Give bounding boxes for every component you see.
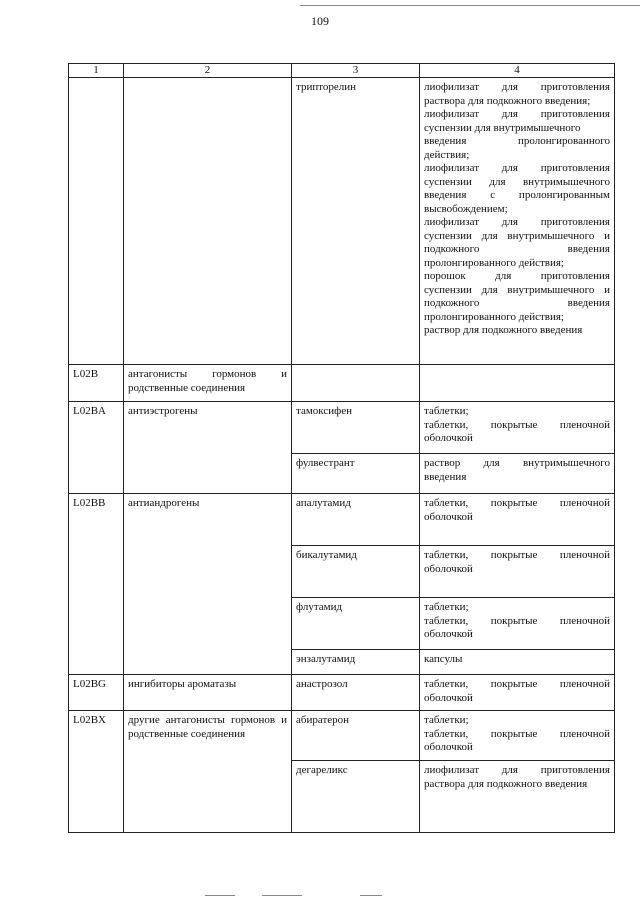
header-col-3: 3 — [292, 64, 420, 78]
header-col-1: 1 — [69, 64, 124, 78]
top-scan-rule — [300, 5, 640, 6]
dosage-form-line: оболочкой — [424, 691, 473, 704]
drug-name-cell — [292, 598, 420, 650]
drug-name: апалутамид — [296, 497, 351, 509]
page-number: 109 — [311, 14, 329, 28]
atc-code: L02BA — [73, 405, 106, 417]
dosage-form-line: лиофилизат для приготовления — [424, 216, 610, 228]
table-row — [69, 675, 615, 711]
dosage-form-line: раствор для внутримышечного — [424, 457, 610, 469]
atc-code-cell — [69, 365, 124, 402]
atc-code-cell — [69, 711, 124, 833]
drug-name-cell — [292, 675, 420, 711]
drug-name: фулвестрант — [296, 457, 355, 469]
dosage-form-line: высвобождением; — [424, 202, 508, 215]
dosage-form-line: лиофилизат для приготовления — [424, 162, 610, 174]
atc-code: L02BX — [73, 714, 106, 726]
drug-name: абиратерон — [296, 714, 350, 726]
table-row — [69, 78, 615, 365]
atc-group-name: родственные соединения — [128, 381, 246, 394]
table-row — [69, 711, 615, 761]
drug-name-cell — [292, 78, 420, 365]
dosage-form-line: суспензии для внутримышечного и — [424, 229, 610, 242]
atc-group-name: антиандрогены — [128, 497, 200, 509]
table-row — [69, 402, 615, 454]
dosage-form-line: суспензии для внутримышечного и — [424, 283, 610, 296]
dosage-form-line: лиофилизат для приготовления — [424, 81, 610, 93]
drug-name: анастрозол — [296, 678, 348, 690]
atc-group-cell — [124, 402, 292, 494]
dosage-form-line: оболочкой — [424, 510, 473, 523]
dosage-form-cell — [420, 402, 615, 454]
dosage-form-line: лиофилизат для приготовления — [424, 764, 610, 776]
dosage-form-line: раствор для подкожного введения — [424, 324, 583, 336]
dosage-form-line: суспензии для внутримышечного — [424, 121, 581, 134]
dosage-form-line: таблетки, покрытые пленочной — [424, 614, 610, 627]
dosage-form-cell — [420, 761, 615, 833]
table-row — [69, 494, 615, 546]
header-col-2: 2 — [124, 64, 292, 78]
dosage-form-line: пролонгированного действия; — [424, 310, 564, 323]
table-row — [69, 365, 615, 402]
drug-name-cell — [292, 454, 420, 494]
dosage-form-cell — [420, 650, 615, 675]
atc-group-cell — [124, 78, 292, 365]
dosage-form-line: капсулы — [424, 653, 463, 665]
drug-name-cell — [292, 402, 420, 454]
dosage-form-line: таблетки, покрытые пленочной — [424, 678, 610, 690]
scan-mark — [205, 895, 235, 896]
drug-name: трипторелин — [296, 81, 357, 93]
drug-name: энзалутамид — [296, 653, 356, 665]
dosage-form-cell — [420, 598, 615, 650]
drug-table — [68, 63, 615, 833]
dosage-form-line: действия; — [424, 148, 470, 161]
drug-name-cell — [292, 365, 420, 402]
header-col-4: 4 — [420, 64, 615, 78]
dosage-form-cell — [420, 365, 615, 402]
dosage-form-line: раствора для подкожного введения; — [424, 94, 591, 107]
dosage-form-line: оболочкой — [424, 432, 473, 444]
dosage-form-line: подкожного введения — [424, 297, 610, 309]
atc-group-name: ингибиторы ароматазы — [128, 678, 237, 690]
atc-code-cell — [69, 78, 124, 365]
atc-code: L02BG — [73, 678, 106, 690]
dosage-form-line: таблетки, покрытые пленочной — [424, 418, 610, 431]
dosage-form-line: суспензии для внутримышечного — [424, 175, 610, 188]
dosage-form-line: таблетки, покрытые пленочной — [424, 497, 610, 509]
drug-name: тамоксифен — [296, 405, 353, 417]
atc-group-cell — [124, 675, 292, 711]
atc-group-cell — [124, 494, 292, 675]
dosage-form-line: оболочкой — [424, 741, 473, 753]
dosage-form-line: введения — [424, 470, 467, 483]
dosage-form-line: введения с пролонгированным — [424, 189, 610, 201]
dosage-form-line: раствора для подкожного введения — [424, 777, 588, 790]
dosage-form-line: таблетки; — [424, 405, 469, 417]
dosage-form-line: лиофилизат для приготовления — [424, 108, 610, 120]
atc-group-name: другие антагонисты гормонов и — [128, 714, 287, 726]
drug-name-cell — [292, 546, 420, 598]
table-header-row — [69, 64, 615, 78]
drug-name-cell — [292, 711, 420, 761]
dosage-form-line: введения пролонгированного — [424, 135, 610, 147]
drug-name-cell — [292, 761, 420, 833]
atc-group-name: антиэстрогены — [128, 405, 198, 417]
dosage-form-line: оболочкой — [424, 628, 473, 640]
dosage-form-cell — [420, 546, 615, 598]
atc-code-cell — [69, 675, 124, 711]
atc-group-cell — [124, 365, 292, 402]
atc-code: L02BB — [73, 497, 106, 509]
dosage-form-cell — [420, 78, 615, 365]
dosage-form-cell — [420, 675, 615, 711]
atc-code-cell — [69, 494, 124, 675]
dosage-form-cell — [420, 711, 615, 761]
scan-mark — [360, 895, 382, 896]
dosage-form-cell — [420, 454, 615, 494]
dosage-form-line: таблетки; — [424, 714, 469, 726]
dosage-form-line: пролонгированного действия; — [424, 256, 564, 269]
drug-name: бикалутамид — [296, 549, 357, 561]
drug-name-cell — [292, 650, 420, 675]
dosage-form-line: оболочкой — [424, 562, 473, 575]
drug-name: дегареликс — [296, 764, 348, 776]
drug-name-cell — [292, 494, 420, 546]
drug-name: флутамид — [296, 601, 343, 613]
dosage-form-cell — [420, 494, 615, 546]
dosage-form-line: таблетки, покрытые пленочной — [424, 727, 610, 740]
atc-code-cell — [69, 402, 124, 494]
atc-group-name: родственные соединения — [128, 727, 246, 740]
atc-group-cell — [124, 711, 292, 833]
dosage-form-line: подкожного введения — [424, 243, 610, 255]
dosage-form-line: порошок для приготовления — [424, 270, 610, 282]
dosage-form-line: таблетки, покрытые пленочной — [424, 549, 610, 561]
atc-group-name: антагонисты гормонов и — [128, 368, 287, 380]
atc-code: L02B — [73, 368, 99, 380]
dosage-form-line: таблетки; — [424, 601, 469, 613]
scan-mark — [262, 895, 302, 896]
